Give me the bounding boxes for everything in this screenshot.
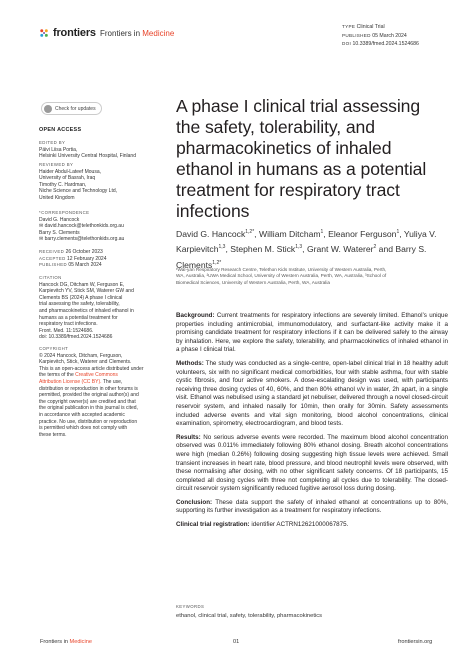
copyright-line: the copyright owner(s) are credited and that (39, 398, 136, 405)
received-label: RECEIVED (39, 249, 65, 254)
citation-line: Hancock DG, Ditcham W, Ferguson E, (39, 281, 125, 288)
logo-text: frontiers (53, 27, 96, 39)
article-meta (342, 23, 419, 49)
citation-line: and pharmacokinetics of inhaled ethanol in (39, 307, 134, 314)
journal-subject: Medicine (142, 29, 175, 38)
section-label: Background: (176, 312, 215, 319)
section-label: Results: (176, 433, 201, 441)
abstract (176, 312, 448, 535)
title-line: pharmacokinetics of inhaled (176, 138, 392, 158)
affiliation-line: Biomedical Sciences, University of Western Australia, Perth, WA, Australia (176, 279, 330, 285)
affiliation-line: WA, Australia, ²UWA Medical School, University of Western Australia, Perth, WA, Australia, ³School of (176, 273, 387, 279)
open-access-label: OPEN ACCESS (39, 127, 82, 133)
received-date: 26 October 2023 (65, 249, 103, 255)
section-label: Methods: (176, 359, 204, 367)
correspondence-label: *CORRESPONDENCE (39, 210, 90, 215)
check-updates-label: Check for updates (55, 105, 96, 112)
title-line: ethanol in humans as a potential (176, 159, 427, 179)
copyright-line: This is an open-access article distributed under (39, 365, 144, 372)
check-updates-icon (44, 105, 52, 113)
citation-line: humans as a potential treatment for (39, 314, 118, 321)
author-name[interactable]: David G. Hancock (176, 228, 246, 239)
reviewer-line: University of Basrah, Iraq (39, 175, 96, 182)
footer-journal-subject: Medicine (69, 639, 92, 645)
abstract-results (176, 434, 448, 494)
affiliation-line: ¹Wal-yan Respiratory Research Centre, Telethon Kids Institute, University of Western Australia, Perth, (176, 267, 387, 272)
copyright-line: the terms of the (39, 372, 74, 379)
copyright-line: these terms. (39, 431, 67, 438)
journal-prefix: Frontiers in (100, 29, 141, 38)
copyright-line: The use, (101, 378, 123, 385)
section-text: Current treatments for respiratory infections are severely limited. Ethanol’s unique properties including antimicrobial, immunomodulatory, and surfactant-like activity make it a promising candidate treatment for respiratory infections if it can be delivered safely to the airway by inhalation. Here, we explore the safety, tolerability, and pharmacokinetics of inhaled ethanol in a phase I clinical trial. (176, 312, 448, 354)
copyright-line: the original publication in this journal is cited, (39, 405, 138, 412)
accepted-date: 12 February 2024 (67, 255, 107, 262)
author-affil-mark: 1,2* (245, 229, 255, 235)
published-label: PUBLISHED (342, 32, 371, 38)
footer-journal-prefix: Frontiers in (40, 639, 68, 645)
section-label: Clinical trial registration: (176, 521, 250, 529)
title-line: treatment for respiratory tract (176, 180, 400, 200)
copyright-line: in accordance with accepted academic (39, 411, 125, 418)
journal-name[interactable] (100, 29, 174, 38)
title-line: the safety, tolerability, and (176, 117, 375, 137)
citation-line: Clements BS (2024) A phase I clinical (39, 294, 123, 301)
keywords-label: KEYWORDS (176, 604, 205, 609)
reviewer-line: Haider Abdul-Lateef Mousa, (39, 168, 101, 175)
published-label: PUBLISHED (39, 262, 67, 268)
reviewer-line: United Kingdom (39, 194, 75, 201)
keywords: ethanol, clinical trial, safety, tolerability, pharmacokinetics (176, 613, 323, 619)
copyright-block (39, 346, 149, 438)
author-name[interactable]: Stephen M. Stick (230, 244, 296, 255)
title-line: infections (176, 201, 250, 221)
published-date: 05 March 2024 (68, 262, 102, 269)
editor-affiliation: Helsinki University Central Hospital, Finland (39, 153, 136, 160)
citation-label: CITATION (39, 275, 62, 280)
edited-by-block (39, 140, 149, 160)
correspondent-name: David G. Hancock (39, 216, 80, 223)
correspondent-name: Barry S. Clements (39, 229, 80, 236)
author-name[interactable]: Yuliya V. Karpievitch (176, 228, 437, 255)
doi-link[interactable]: 10.3389/fmed.2024.1524686 (352, 41, 419, 47)
citation-line: Front. Med. 11:1524686. (39, 327, 94, 334)
citation-doi[interactable]: doi: 10.3389/fmed.2024.1524686 (39, 334, 113, 341)
citation-line: trial assessing the safety, tolerability, (39, 301, 120, 308)
abstract-methods (176, 360, 448, 429)
doi-label: DOI (342, 41, 352, 46)
frontiers-logo[interactable] (39, 27, 96, 39)
author-affil-mark: 1 (396, 229, 400, 235)
copyright-line: practice. No use, distribution or reproduction (39, 418, 138, 425)
license-link[interactable]: Attribution License (CC BY). (39, 378, 102, 385)
check-updates-button[interactable] (41, 102, 102, 115)
correspondent-email[interactable]: ✉ david.hancock@telethonkids.org.au (39, 223, 124, 230)
published-date: 05 March 2024 (372, 32, 407, 39)
footer-journal (40, 639, 92, 645)
accepted-label: ACCEPTED (39, 255, 66, 261)
title-line: A phase I clinical trial assessing (176, 96, 421, 116)
section-text[interactable]: identifier ACTRN12621000067875. (251, 521, 349, 529)
section-text: These data support the safety of inhaled ethanol at concentrations up to 80%, supporting its further investigation as a treatment for respiratory infections. (176, 498, 449, 515)
footer-url[interactable]: frontiersin.org (398, 639, 433, 645)
article-title (176, 96, 441, 222)
page-number: 01 (233, 639, 240, 645)
abstract-registration (176, 521, 448, 530)
license-link[interactable]: Creative Commons (75, 372, 118, 379)
section-text: The study was conducted as a single-centre, open-label clinical trial in 18 healthy adult volunteers, six with no significant medical comorbidities, four with stable asthma, four with stable cystic fibrosis, and four active smokers. A dose-escalating design was used, with participants receiving three dosing cycles of 40, 60%, and then 80% ethanol v/v in water, 2h apart, in a single visit. Ethanol was nebulised using a standard jet nebuliser, delivered through a novel closed-circuit reservoir system, and inhaled nasally for 10min, then orally for 30min. Safety assessments included adverse events and vital sign monitoring, blood alcohol concentrations, clinical examination, spirometry, electrocardiogram, and blood tests. (176, 359, 449, 428)
copyright-line: distribution or reproduction in other forums is (39, 385, 138, 392)
author-affil-mark: 1 (320, 229, 324, 235)
abstract-background (176, 312, 448, 355)
section-label: Conclusion: (176, 498, 213, 506)
copyright-label: COPYRIGHT (39, 346, 69, 351)
frontiers-logo-icon (39, 28, 50, 39)
abstract-conclusion (176, 499, 448, 516)
citation-block (39, 275, 149, 341)
author-name[interactable]: Grant W. Waterer (306, 244, 374, 255)
author-name[interactable]: Eleanor Ferguson (328, 228, 397, 239)
author-affil-mark: 1,2* (212, 259, 222, 266)
edited-by-label: EDITED BY (39, 140, 66, 145)
dates-block (39, 249, 149, 269)
reviewed-by-label: REVIEWED BY (39, 162, 74, 167)
editor-name: Päivi Liisa Portia, (39, 146, 78, 153)
affiliations (176, 267, 448, 286)
copyright-line: © 2024 Hancock, Ditcham, Ferguson, (39, 352, 123, 359)
citation-line: respiratory tract infections. (39, 321, 98, 328)
reviewer-line: Timothy C. Hardman, (39, 181, 87, 188)
copyright-line: permitted, provided the original author(s) and (39, 392, 139, 399)
article-type: Clinical Trial (356, 24, 385, 30)
correspondence-block (39, 210, 149, 243)
section-text: No serious adverse events were recorded. The maximum blood alcohol concentration observed was 0.011% immediately following 80% ethanol dosing. Breath alcohol concentrations were high (median 0.26%) following dosing suggesting high tissue levels were achieved. Small transient increases in heart rate, blood pressure, and blood neutrophil levels were observed, with these normalising after dosing, with no other significant safety concerns. Of 18 participants, 15 completed all dosing cycles with three not completing all cycles due to tolerability. The closed-circuit reservoir system significantly reduced fugitive aerosol loss during dosing. (176, 433, 448, 493)
author-affil-mark: 2 (373, 244, 377, 251)
citation-line: Karpievitch YV, Stick SM, Waterer GW and (39, 288, 134, 295)
copyright-line: Karpievitch, Stick, Waterer and Clements. (39, 359, 132, 366)
author-list: David G. Hancock$^{1,2*}$, William Ditcham$^1$, Eleanor Ferguson$^1$, Yuliya V. Karpievitch$^{1,3}$, Stephen M. Stick$^{1,3}$, Grant W. Waterer$^2$ and Barry S. Clements$^{1,2*}$ (176, 228, 437, 270)
correspondent-email[interactable]: ✉ barry.clements@telethonkids.org.au (39, 236, 125, 243)
author-name[interactable]: William Ditcham (258, 228, 321, 239)
copyright-line: is permitted which does not comply with (39, 425, 128, 432)
author-name[interactable]: Barry S. Clements (176, 244, 427, 270)
reviewed-by-block (39, 162, 149, 202)
author-affil-mark: 1,3 (295, 244, 303, 251)
author-affil-mark: 1,3 (218, 244, 226, 251)
type-label: TYPE (342, 24, 356, 29)
reviewer-line: Niche Science and Technology Ltd, (39, 188, 118, 195)
